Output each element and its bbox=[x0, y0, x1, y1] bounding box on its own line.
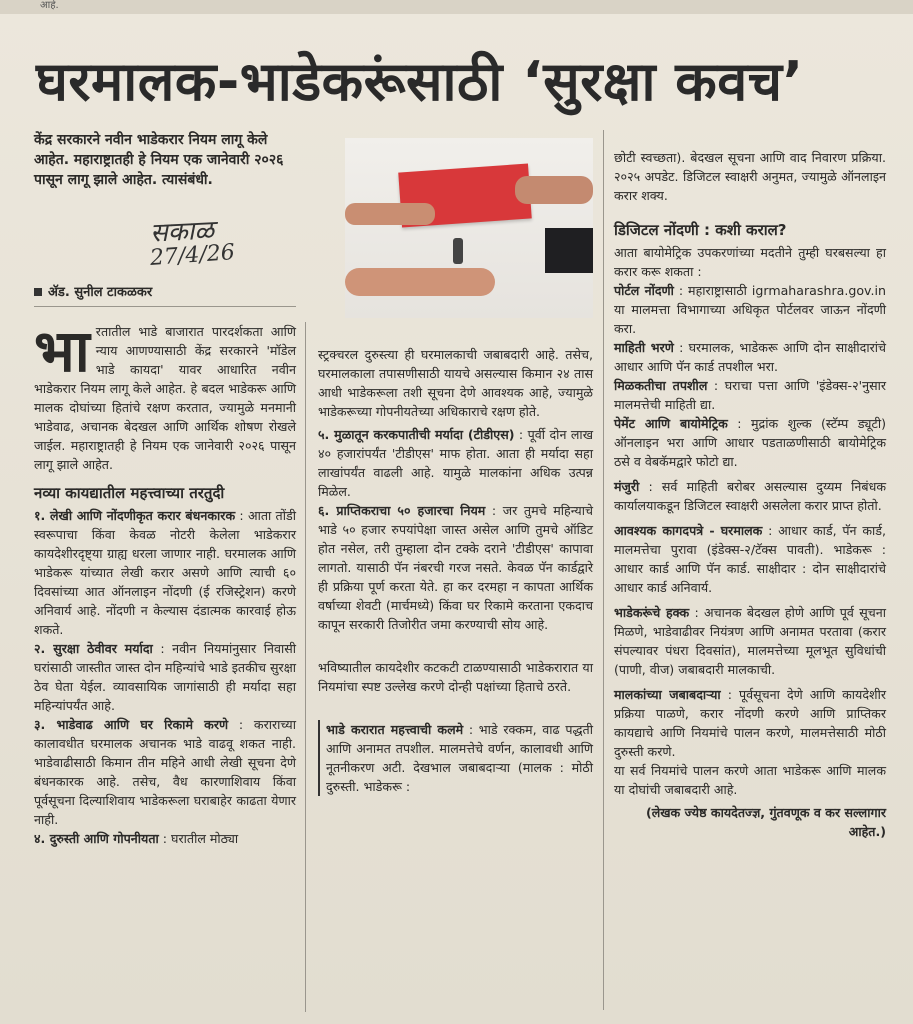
point-6: ६. प्राप्तिकराचा ५० हजारचा नियम : जर तुमचे महिन्याचे भाडे ५० हजार रुपयांपेक्षा जास्त असेल आणि तुमचे ऑडिट होत नसेल, तरी तुम्हाला दोन टक्के दराने 'टीडीएस' कापावा लागतो. यासाठी पॅन नंबरची गरज नसते. केवळ पॅन कार्डद्वारे ही प्रक्रिया पूर्ण करता येते. हा कर दरमहा न कापता आर्थिक वर्षाच्या शेवटी (मार्चमध्ये) किंवा घर रिकामे करताना एकदाच कापून सरकारी तिजोरीत जमा करण्याची सोय आहे. bbox=[318, 503, 593, 632]
lead-paragraph: भारतातील भाडे बाजारात पारदर्शकता आणि न्याय आणण्यासाठी केंद्र सरकारने 'मॉडेल भाडे कायदा' यावर आधारित नवीन भाडेकरार नियम लागू केले आहेत. हे बदल भाडेकरू आणि मालक दोघांच्या हितांचे रक्षण करतात, ज्यामुळे मनमानी भाडेवाढ, अचानक बेदखल आणि आर्थिक शोषण रोखले जाईल. महाराष्ट्रातही हे नियम एक जानेवारी २०२६ पासून लागू झाले आहेत. bbox=[34, 317, 296, 472]
headline: घरमालक-भाडेकरूंसाठी ‘सुरक्षा कवच’ bbox=[36, 50, 804, 113]
point-4: ४. दुरुस्ती आणि गोपनीयता : घरातील मोठ्या bbox=[34, 831, 239, 846]
conclusion: भविष्यातील कायदेशीर कटकटी टाळण्यासाठी भाडेकरारात या नियमांचा स्पष्ट उल्लेख करणे दोन्ही पक्षांच्या हिताचे ठरते. bbox=[318, 660, 593, 694]
column-1 bbox=[34, 317, 296, 848]
col3-continued: छोटी स्वच्छता). बेदखल सूचना आणि वाद निवारण प्रक्रिया. २०२५ अपडेट. डिजिटल स्वाक्षरी अनुमत, ज्यामुळे ऑनलाइन करार शक्य. bbox=[614, 150, 886, 203]
author-credit: (लेखक ज्येष्ठ कायदेतज्ज्ञ, गुंतवणूक व कर सल्लागार आहेत.) bbox=[645, 805, 886, 839]
owner-duties: मालकांच्या जबाबदाऱ्या : पूर्वसूचना देणे आणि कायदेशीर प्रक्रिया पाळणे, करार नोंदणी करणे आणि प्राप्तिकर कायद्याचे आणि नियमांचे पालन करणे, मालमत्तेसाठी मोठी दुरुस्ती करणे. bbox=[614, 687, 886, 759]
section-heading: नव्या कायद्यातील महत्त्वाच्या तरतुदी bbox=[34, 484, 225, 502]
column-3 bbox=[614, 148, 886, 841]
divider bbox=[34, 306, 296, 307]
closing: या सर्व नियमांचे पालन करणे आता भाडेकरू आणि मालक या दोघांची जबाबदारी आहे. bbox=[614, 763, 886, 797]
column-2 bbox=[318, 345, 593, 796]
article-photo bbox=[345, 138, 593, 318]
handwritten-date: 27/4/26 bbox=[149, 240, 236, 271]
handwritten-note: सकाळ bbox=[149, 215, 215, 249]
step-approval: मंजुरी : सर्व माहिती बरोबर असल्यास दुय्यम निबंधक कार्यालयाकडून डिजिटल स्वाक्षरी असलेला करार प्राप्त होतो. bbox=[614, 479, 886, 513]
column-divider-2 bbox=[603, 130, 604, 1010]
point-2: २. सुरक्षा ठेवीवर मर्यादा : नवीन नियमांनुसार निवासी घरांसाठी जास्तीत जास्त दोन महिन्यांचे भाडे इतकीच सुरक्षा ठेव घेता येईल. व्यावसायिक जागांसाठी ही मर्यादा सहा महिन्यांपर्यंत आहे. bbox=[34, 641, 296, 713]
point-1: १. लेखी आणि नोंदणीकृत करार बंधनकारक : आता तोंडी स्वरूपाचा किंवा केवळ नोटरी केलेला भाडेकरार कायदेशीरदृष्ट्या ग्राह्य धरला जाणार नाही. घरमालक आणि भाडेकरू यांच्यात लेखी करार असणे आणि त्याची ६० दिवसांच्या आत ऑनलाइन नोंदणी (ई रजिस्ट्रेशन) करणे अनिवार्य आहे. नोंदणी न केल्यास दंडात्मक कारवाई होऊ शकते. bbox=[34, 508, 296, 637]
left-hand-graphic bbox=[345, 203, 435, 225]
right-hand-graphic bbox=[515, 176, 593, 204]
step-property: मिळकतीचा तपशील : घराचा पत्ता आणि 'इंडेक्स-२'नुसार मालमत्तेची माहिती द्या. bbox=[614, 378, 886, 412]
top-strip bbox=[0, 0, 913, 14]
step-info: माहिती भरणे : घरमालक, भाडेकरू आणि दोन साक्षीदारांचे आधार आणि पॅन कार्ड तपशील भरा. bbox=[614, 340, 886, 374]
bullet-square-icon bbox=[34, 288, 42, 296]
drop-cap: भा bbox=[34, 317, 90, 385]
key-clauses-box: भाडे करारात महत्त्वाची कलमे : भाडे रक्कम, वाढ पद्धती आणि अनामत तपशील. मालमत्तेचे वर्णन, कालावधी आणि नूतनीकरण अटी. देखभाल जबाबदाऱ्या (मालक : मोठी दुरुस्ती. भाडेकरू : bbox=[318, 720, 593, 796]
step-payment: पेमेंट आणि बायोमेट्रिक : मुद्रांक शुल्क (स्टॅम्प ड्यूटी) ऑनलाइन भरा आणि आधार पडताळणीसाठी बायोमेट्रिक ठसे व वेबकॅमद्वारे फोटो द्या. bbox=[614, 416, 887, 469]
col3-lead: आता बायोमेट्रिक उपकरणांच्या मदतीने तुम्ही घरबसल्या हा करार करू शकता : bbox=[614, 245, 886, 279]
keys-graphic bbox=[453, 238, 463, 264]
point-3: ३. भाडेवाढ आणि घर रिकामे करणे : कराराच्या कालावधीत घरमालक अचानक भाडे वाढवू शकत नाही. भाडेवाढीसाठी किमान तीन महिने आधी लेखी सूचना देणे बंधनकारक आहे. तसेच, वैध कारणाशिवाय किंवा पूर्वसूचना दिल्याशिवाय भाडेकरूला घराबाहेर काढता येणार नाही. bbox=[34, 717, 296, 827]
documents: आवश्यक कागदपत्रे - घरमालक : आधार कार्ड, पॅन कार्ड, मालमत्तेचा पुरावा (इंडेक्स-२/टॅक्स पावती). भाडेकरू : आधार कार्ड आणि पॅन कार्ड. साक्षीदार : दोन साक्षीदारांचे आधार कार्ड अनिवार्य. bbox=[614, 523, 886, 595]
column-divider bbox=[305, 322, 306, 1012]
top-strip-text: आहे. bbox=[40, 0, 59, 11]
step-portal: पोर्टल नोंदणी : महाराष्ट्रासाठी igrmaharashra.gov.in या मालमत्ता विभागाच्या अधिकृत पोर्टलवर जाऊन नोंदणी करा. bbox=[614, 283, 886, 336]
col2-continued: स्ट्रक्चरल दुरुस्त्या ही घरमालकाची जबाबदारी आहे. तसेच, घरमालकाला तपासणीसाठी यायचे असल्यास किमान २४ तास आधी भाडेकरूला तशी सूचना देणे आवश्यक आहे, ज्यामुळे भाडेकरूच्या गोपनीयतेच्या अधिकाराचे रक्षण होते. bbox=[318, 347, 593, 419]
author-name: ॲड. सुनील टाकळकर bbox=[48, 285, 153, 300]
open-palm-graphic bbox=[345, 268, 495, 296]
sleeve-graphic bbox=[545, 228, 593, 273]
byline bbox=[34, 282, 152, 300]
point-5: ५. मुळातून करकपातीची मर्यादा (टीडीएस) : पूर्वी दोन लाख ४० हजारांपर्यंत 'टीडीएस' माफ होता. आता ही मर्यादा सहा लाखांपर्यंत वाढली आहे. यामुळे मालकांना अधिक उत्पन्न मिळेल. bbox=[318, 427, 593, 499]
intro-text: केंद्र सरकारने नवीन भाडेकरार नियम लागू केले आहेत. महाराष्ट्रातही हे नियम एक जानेवारी २०२६ पासून लागू झाले आहेत. त्यासंबंधी. bbox=[34, 132, 284, 188]
digital-registration-heading: डिजिटल नोंदणी : कशी कराल? bbox=[614, 221, 787, 239]
tenant-rights: भाडेकरूंचे हक्क : अचानक बेदखल होणे आणि पूर्व सूचना मिळणे, भाडेवाढीवर नियंत्रण आणि अनामत परतावा (करार संपल्यावर पंधरा दिवसांत), मालमत्तेच्या मूलभूत सुविधांची (पाणी, वीज) जबाबदारी मालकाची. bbox=[614, 605, 886, 677]
